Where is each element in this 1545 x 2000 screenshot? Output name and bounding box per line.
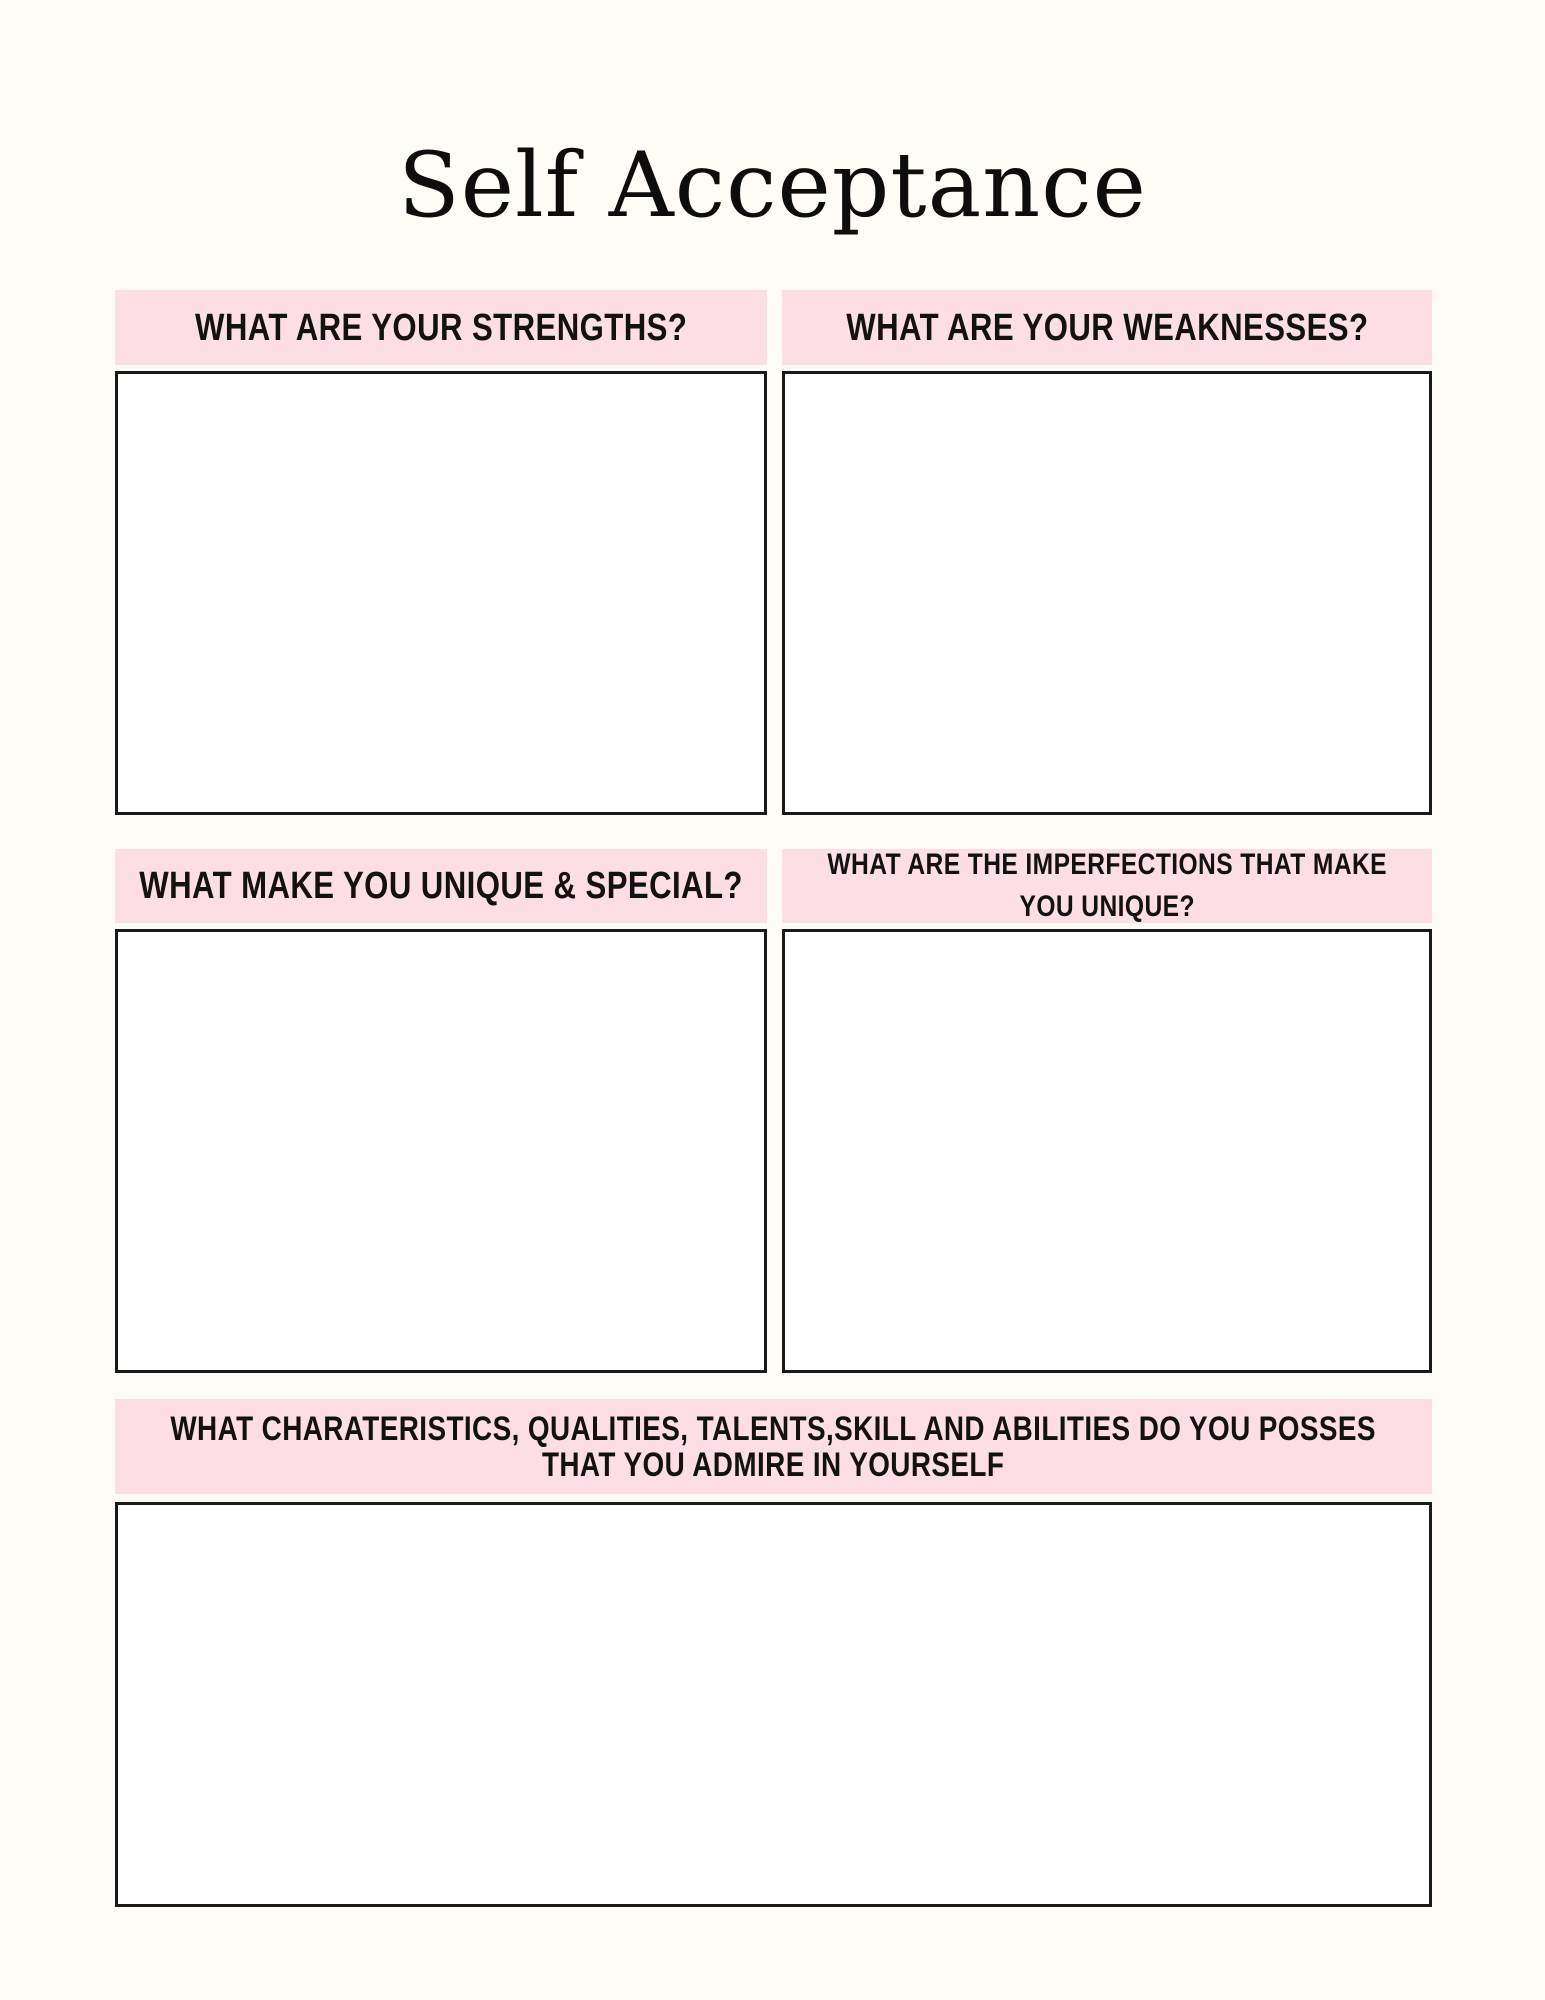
admired-qualities-answer-box[interactable]: [115, 1502, 1432, 1907]
section-header-weaknesses: [782, 290, 1432, 365]
section-header-strengths: [115, 290, 767, 365]
section-title-line-1: WHAT ARE THE IMPERFECTIONS THAT MAKE: [827, 848, 1387, 881]
section-header-unique-special-text: [139, 862, 743, 910]
imperfections-answer-box[interactable]: [782, 929, 1432, 1373]
section-title: WHAT ARE YOUR STRENGTHS?: [194, 306, 688, 349]
section-title-line-1: WHAT CHARATERISTICS, QUALITIES, TALENTS,SKILL AND ABILITIES DO YOU POSSES: [170, 1409, 1377, 1448]
section-title-line-2: THAT YOU ADMIRE IN YOURSELF: [542, 1445, 1005, 1484]
section-header-admired-qualities: [115, 1399, 1432, 1494]
section-header-strengths-text: [195, 304, 687, 352]
section-header-admired-qualities-text: [171, 1411, 1377, 1483]
weaknesses-answer-box[interactable]: [782, 371, 1432, 815]
section-header-imperfections: [782, 849, 1432, 923]
section-title-line-2: YOU UNIQUE?: [1019, 890, 1195, 923]
section-title: WHAT MAKE YOU UNIQUE & SPECIAL?: [139, 865, 743, 907]
section-header-unique-special: [115, 849, 767, 923]
section-title: WHAT ARE YOUR WEAKNESSES?: [845, 306, 1369, 349]
unique-special-answer-box[interactable]: [115, 929, 767, 1373]
section-header-weaknesses-text: [846, 304, 1368, 352]
section-header-imperfections-text: [827, 844, 1387, 928]
page-title: Self Acceptance: [398, 133, 1147, 238]
strengths-answer-box[interactable]: [115, 371, 767, 815]
